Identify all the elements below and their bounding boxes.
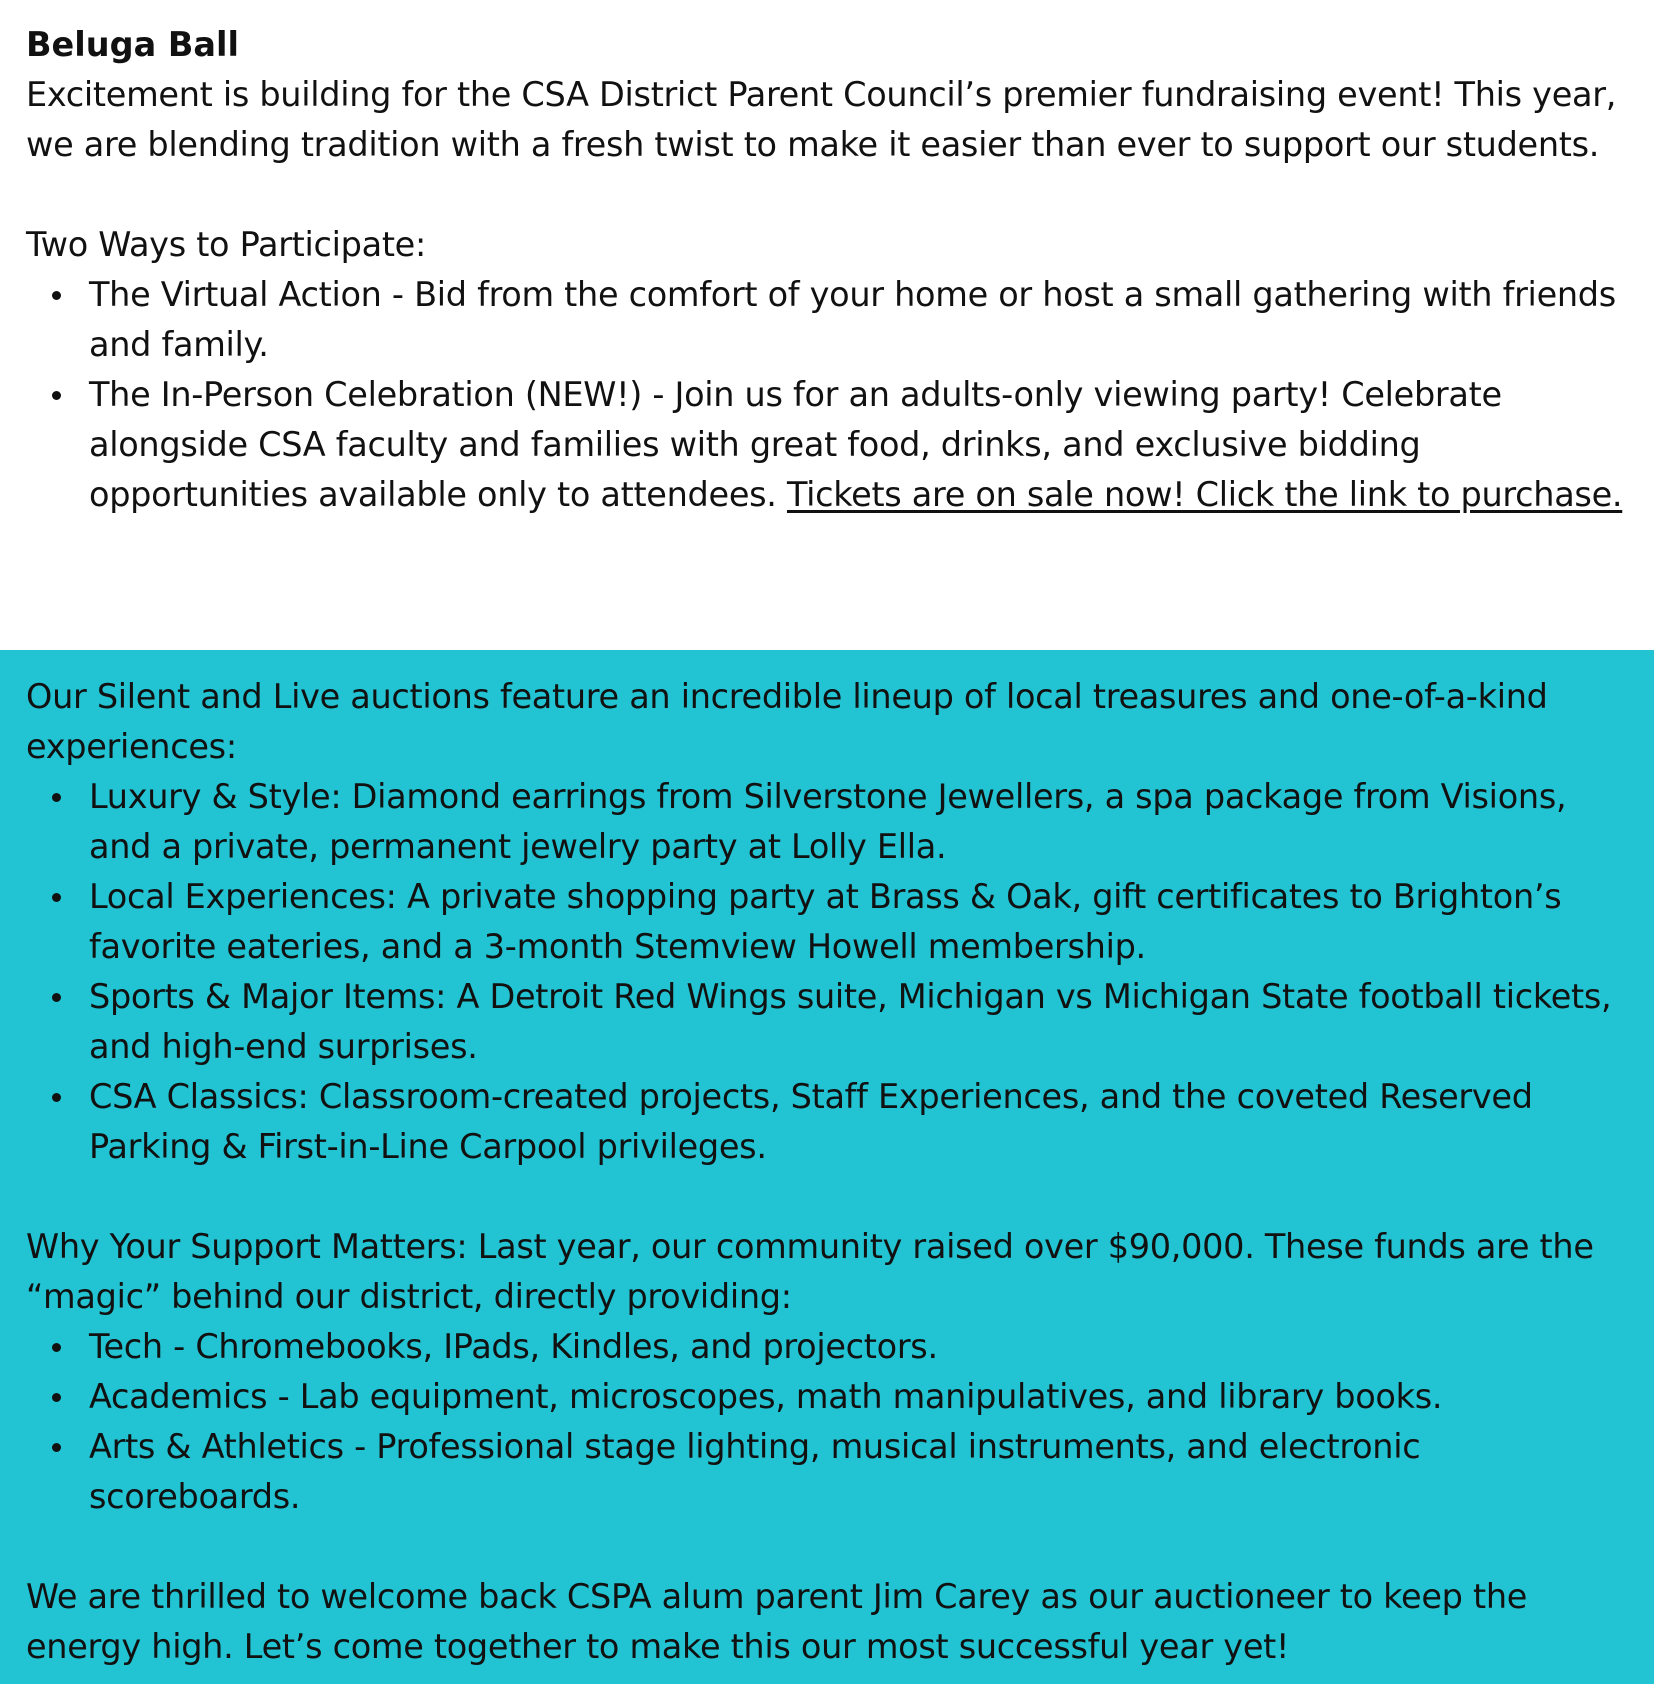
list-item-virtual-auction bbox=[26, 270, 1624, 370]
auctions-intro: Our Silent and Live auctions feature an incredible lineup of local treasures and one-of-a-kind experiences: bbox=[26, 677, 1548, 766]
list-item: CSA Classics: Classroom-created projects, Staff Experiences, and the coveted Reserved Parking & First-in-Line Carpool privileges. bbox=[26, 1072, 1624, 1172]
auction-items-list bbox=[26, 772, 1624, 1172]
support-items-list bbox=[26, 1322, 1624, 1522]
list-item: Local Experiences: A private shopping party at Brass & Oak, gift certificates to Brighton’s favorite eateries, and a 3-month Stemview Howell membership. bbox=[26, 872, 1624, 972]
list-item-text: The Virtual Action - Bid from the comfort of your home or host a small gathering with friends and family. bbox=[89, 275, 1616, 364]
list-item: Academics - Lab equipment, microscopes, math manipulatives, and library books. bbox=[26, 1372, 1624, 1422]
auction-details-section bbox=[0, 650, 1654, 1684]
list-item-text: The In-Person Celebration (NEW!) - Join us for an adults-only viewing party! Celebrate alongside CSA faculty and families with great food, drinks, and exclusive bidding opportunities available only to attendees. bbox=[89, 375, 1502, 514]
list-item: Luxury & Style: Diamond earrings from Silverstone Jewellers, a spa package from Visions, and a private, permanent jewelry party at Lolly Ella. bbox=[26, 772, 1624, 872]
list-item: Sports & Major Items: A Detroit Red Wings suite, Michigan vs Michigan State football tickets, and high-end surprises. bbox=[26, 972, 1624, 1072]
event-overview-section bbox=[0, 0, 1654, 650]
support-intro: Why Your Support Matters: Last year, our community raised over $90,000. These funds are the “magic” behind our district, directly providing: bbox=[26, 1227, 1594, 1316]
list-item: Arts & Athletics - Professional stage lighting, musical instruments, and electronic scoreboards. bbox=[26, 1422, 1624, 1522]
intro-paragraph: Excitement is building for the CSA District Parent Council’s premier fundraising event! This year, we are blending tradition with a fresh twist to make it easier than ever to support our students. bbox=[26, 75, 1617, 164]
event-title: Beluga Ball bbox=[26, 25, 239, 64]
participate-list bbox=[26, 270, 1624, 520]
ticket-purchase-link[interactable]: Tickets are on sale now! Click the link to purchase. bbox=[786, 475, 1623, 514]
list-item: Tech - Chromebooks, IPads, Kindles, and projectors. bbox=[26, 1322, 1624, 1372]
spacer bbox=[26, 170, 1624, 220]
closing-paragraph: We are thrilled to welcome back CSPA alum parent Jim Carey as our auctioneer to keep the energy high. Let’s come together to make this our most successful year yet! bbox=[26, 1577, 1528, 1666]
list-item-in-person bbox=[26, 370, 1624, 520]
participate-heading: Two Ways to Participate: bbox=[26, 225, 426, 264]
spacer bbox=[26, 1522, 1624, 1572]
spacer bbox=[26, 1172, 1624, 1222]
